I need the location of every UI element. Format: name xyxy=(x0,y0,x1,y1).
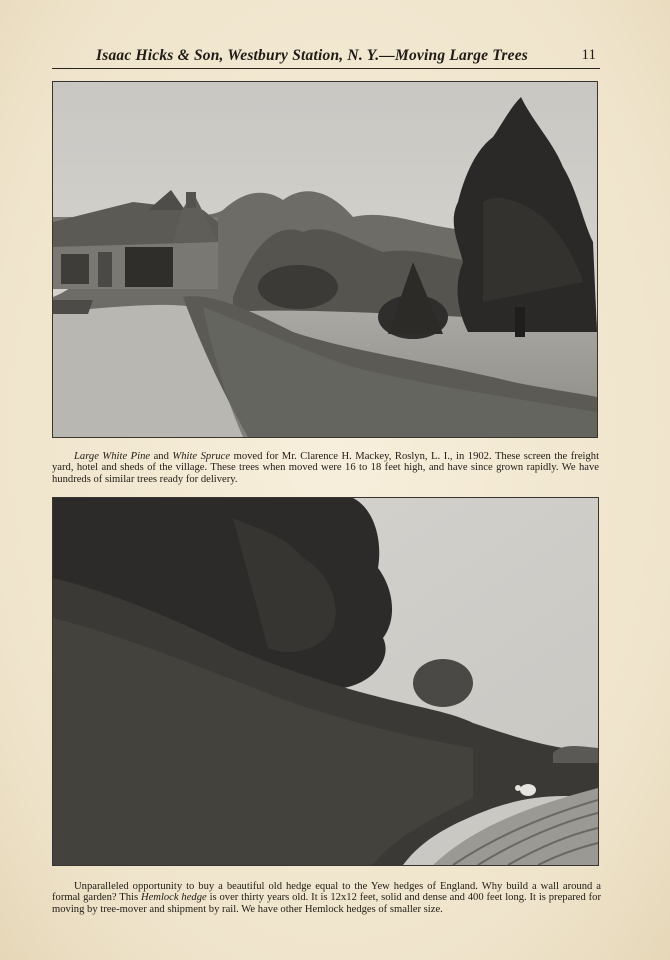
caption-hemlock-hedge xyxy=(52,881,601,916)
caption-white-pine-spruce xyxy=(52,451,599,486)
caption-text: Unparalleled opportunity to buy a beautiful old hedge equal to the Yew hedges of England. Why build a wall around a formal garden? This xyxy=(52,880,601,904)
caption-italic-white-spruce: White Spruce xyxy=(172,450,231,462)
photo-white-pine-spruce xyxy=(52,81,598,438)
caption-text: is over thirty years old. It is 12x12 feet, solid and dense and 400 feet long. It is prepared for moving by tree-mover and shipment by rail. We have other Hemlock hedges of smaller size. xyxy=(52,892,601,915)
running-header xyxy=(52,46,600,69)
page-number: 11 xyxy=(581,47,596,63)
caption-text: moved for Mr. Clarence H. Mackey, Roslyn, L. I., in 1902. These screen the freight yard, hotel and sheds of the village. These trees when moved were 16 to 18 feet high, and have since grown rapidly. We have hundreds of similar trees ready for delivery. xyxy=(52,450,600,485)
running-title: Isaac Hicks & Son, Westbury Station, N. Y.—Moving Large Trees xyxy=(96,47,529,64)
caption-text: and xyxy=(150,450,173,462)
photo-hemlock-hedge xyxy=(52,497,599,866)
caption-italic-hemlock-hedge: Hemlock hedge xyxy=(140,892,207,904)
caption-italic-white-pine: Large White Pine xyxy=(74,450,151,462)
